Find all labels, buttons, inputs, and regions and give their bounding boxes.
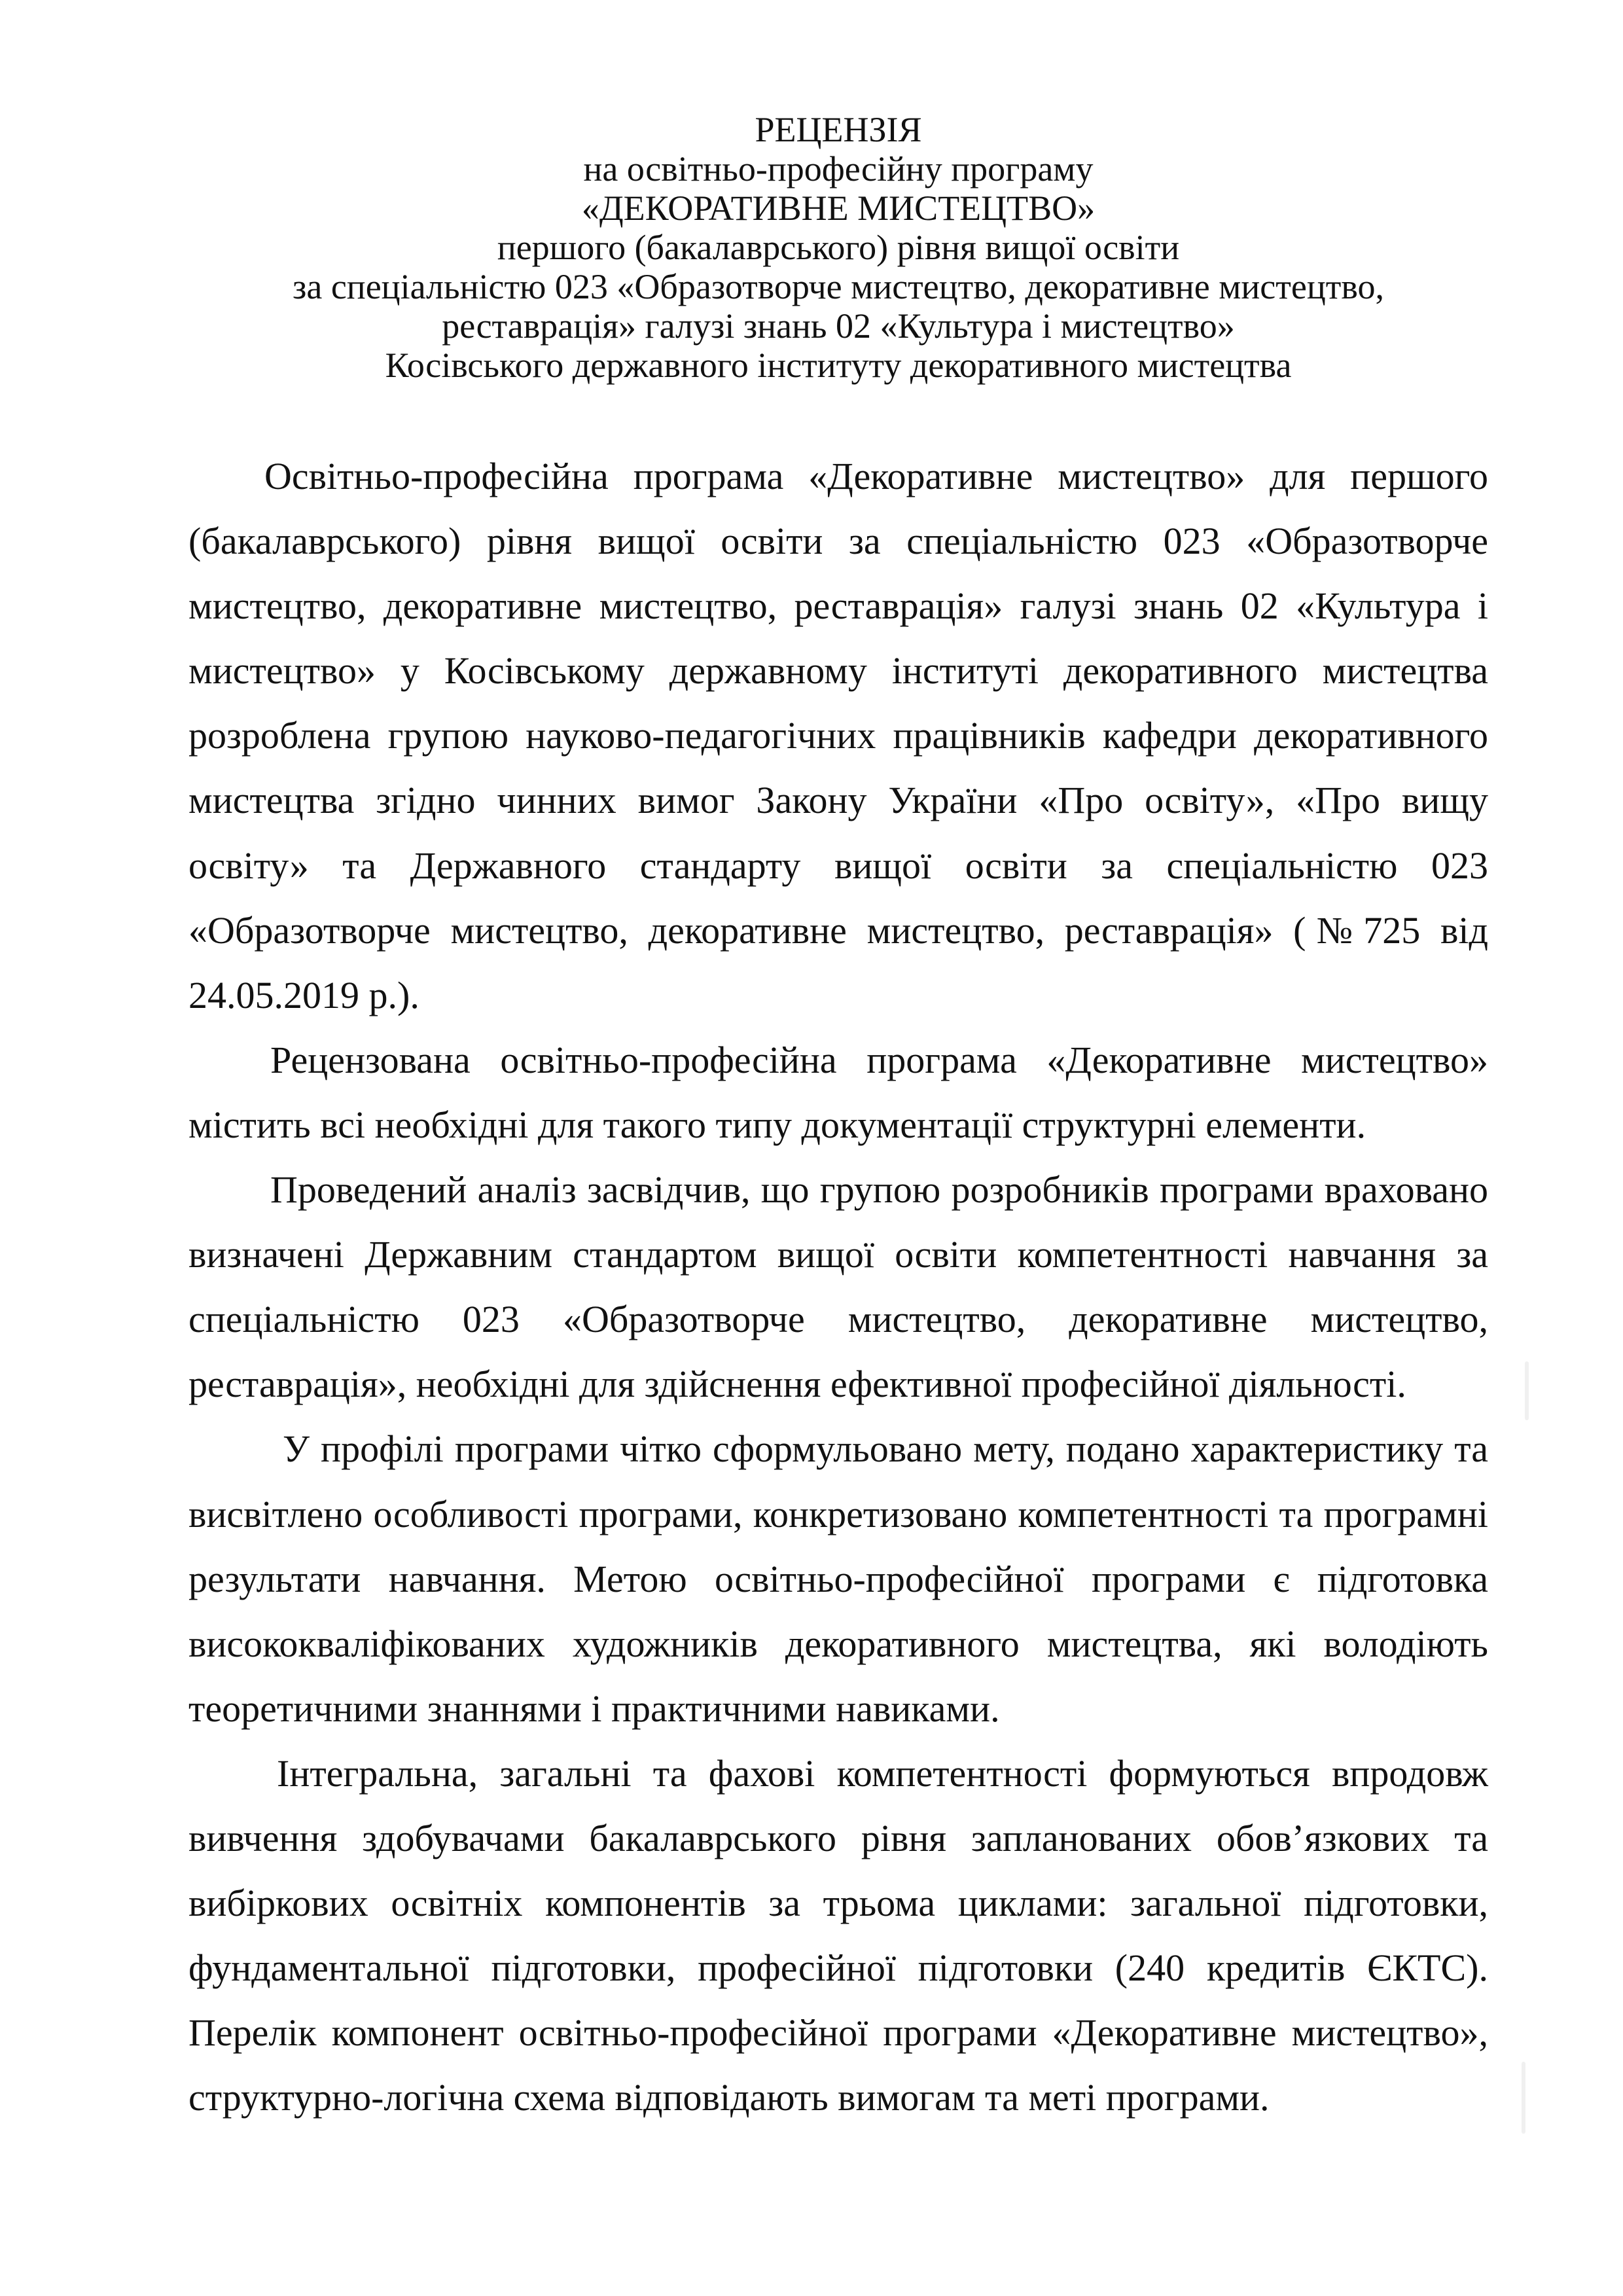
text-line: висококваліфікованих художників декоративного мистецтва, які володіють [188,1622,1488,1665]
text-line: теоретичними знаннями і практичними навиками. [188,1687,1000,1730]
text-line: Проведений аналіз засвідчив, що групою розробників програми враховано [270,1168,1488,1211]
document-body [188,444,1488,2130]
text-line: Перелік компонент освітньо-професійної програми «Декоративне мистецтво», [188,2011,1488,2054]
paragraph-program-overview [188,444,1488,1028]
header-line: за спеціальністю 023 «Образотворче мистецтво, декоративне мистецтво, [293,267,1384,306]
text-line: вивчення здобувачами бакалаврського рівня запланованих обов’язкових та [188,1816,1488,1859]
text-line: Освітньо-професійна програма «Декоративне мистецтво» для першого [264,455,1488,497]
text-line: 24.05.2019 р.). [188,973,419,1016]
text-line: фундаментальної підготовки, професійної підготовки (240 кредитів ЄКТС). [188,1946,1488,1990]
header-line: на освітньо-професійну програму [583,149,1094,188]
text-line: (бакалаврського) рівня вищої освіти за спеціальністю 023 «Образотворче [188,520,1488,563]
text-line: спеціальністю 023 «Образотворче мистецтво, декоративне мистецтво, [188,1298,1488,1341]
header-line: реставрація» галузі знань 02 «Культура і мистецтво» [442,306,1235,346]
text-line: розроблена групою науково-педагогічних працівників кафедри декоративного [188,714,1488,757]
text-line: реставрація», необхідні для здійснення ефективної професійної діяльності. [188,1363,1406,1406]
text-line: містить всі необхідні для такого типу документації структурні елементи. [188,1103,1366,1146]
document-title: РЕЦЕНЗІЯ [755,110,922,149]
text-line: висвітлено особливості програми, конкретизовано компетентності та програмні [188,1492,1488,1535]
paragraph-structure [188,1028,1488,1157]
scan-artifact [1525,1361,1529,1420]
program-name: «ДЕКОРАТИВНЕ МИСТЕЦТВО» [581,188,1096,228]
text-line: Рецензована освітньо-професійна програма «Декоративне мистецтво» [270,1038,1488,1081]
scan-artifact [1522,2062,1525,2134]
text-line: У профілі програми чітко сформульовано мету, подано характеристику та [283,1427,1488,1471]
institution-name: Косівського державного інституту декоративного мистецтва [385,346,1292,385]
header-line: першого (бакалаврського) рівня вищої освіти [497,228,1180,267]
text-line: освіту» та Державного стандарту вищої освіти за спеціальністю 023 [188,844,1488,887]
document-header [188,110,1488,385]
paragraph-analysis [188,1157,1488,1416]
text-line: мистецтво» у Косівському державному інституті декоративного мистецтва [188,649,1488,692]
text-line: мистецтва згідно чинних вимог Закону України «Про освіту», «Про вищу [188,779,1488,822]
text-line: результати навчання. Метою освітньо-професійної програми є підготовка [188,1557,1488,1600]
text-line: Інтегральна, загальні та фахові компетентності формуються впродовж [277,1751,1488,1795]
text-line: структурно-логічна схема відповідають вимогам та меті програми. [188,2076,1270,2119]
text-line: «Образотворче мистецтво, декоративне мистецтво, реставрація» (№725 від [188,908,1488,952]
paragraph-profile [188,1416,1488,1740]
text-line: визначені Державним стандартом вищої освіти компетентності навчання за [188,1233,1488,1276]
text-line: вибіркових освітніх компонентів за трьома циклами: загальної підготовки, [188,1882,1488,1925]
paragraph-competencies [188,1741,1488,2130]
text-line: мистецтво, декоративне мистецтво, реставрація» галузі знань 02 «Культура і [188,584,1488,628]
